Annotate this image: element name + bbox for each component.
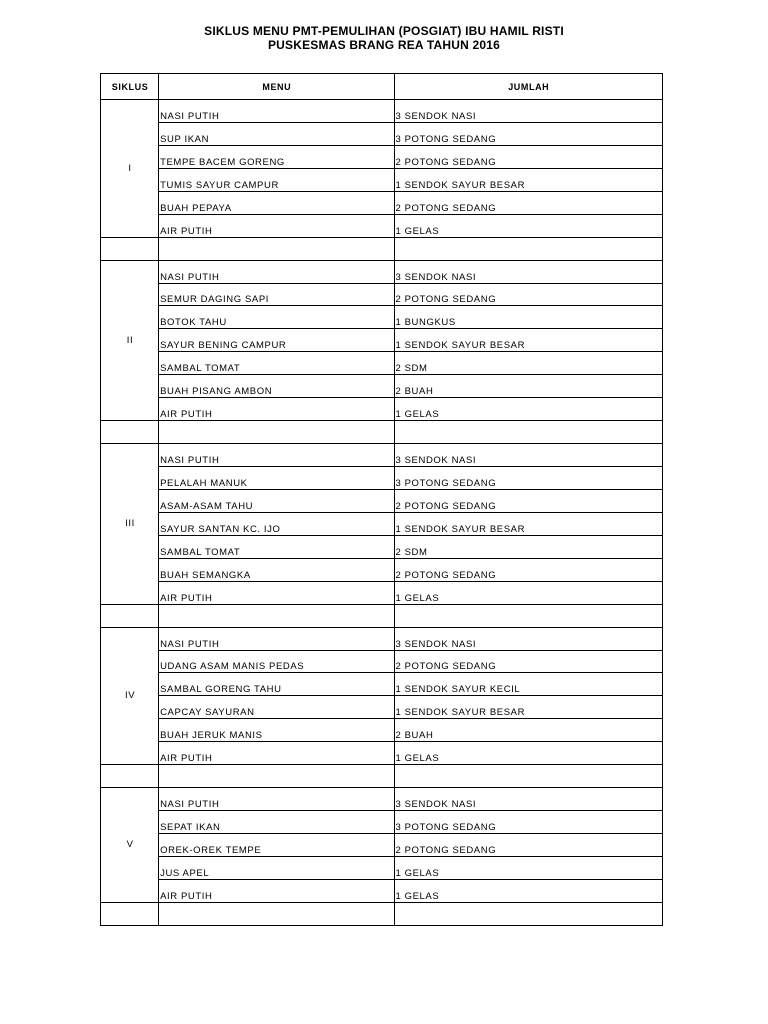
table-row — [101, 834, 663, 857]
table-header-row — [101, 74, 663, 100]
table-body — [101, 100, 663, 926]
table-row — [101, 627, 663, 650]
table-row — [101, 673, 663, 696]
jumlah-cell: 2 BUAH — [394, 719, 663, 742]
jumlah-cell: 1 SENDOK SAYUR BESAR — [394, 168, 663, 191]
table-row — [101, 306, 663, 329]
jumlah-cell: 3 POTONG SEDANG — [394, 467, 663, 490]
separator-row — [101, 421, 663, 444]
menu-cell: SAYUR BENING CAMPUR — [159, 329, 394, 352]
jumlah-cell: 2 POTONG SEDANG — [394, 145, 663, 168]
table-row — [101, 696, 663, 719]
jumlah-cell: 1 GELAS — [394, 398, 663, 421]
table-row — [101, 444, 663, 467]
jumlah-cell: 3 SENDOK NASI — [394, 788, 663, 811]
empty-cell — [394, 237, 663, 260]
menu-cell: AIR PUTIH — [159, 742, 394, 765]
jumlah-cell: 1 SENDOK SAYUR KECIL — [394, 673, 663, 696]
table-row — [101, 489, 663, 512]
separator-row — [101, 237, 663, 260]
jumlah-cell: 3 POTONG SEDANG — [394, 122, 663, 145]
table-row — [101, 168, 663, 191]
document-subtitle: PUSKESMAS BRANG REA TAHUN 2016 — [267, 38, 501, 52]
jumlah-cell: 3 SENDOK NASI — [394, 627, 663, 650]
table-row — [101, 260, 663, 283]
table-row — [101, 145, 663, 168]
empty-cell — [159, 604, 394, 627]
jumlah-cell: 1 SENDOK SAYUR BESAR — [394, 329, 663, 352]
separator-row — [101, 604, 663, 627]
empty-cell — [101, 765, 159, 788]
menu-cell: TUMIS SAYUR CAMPUR — [159, 168, 394, 191]
table-row — [101, 512, 663, 535]
table-row — [101, 122, 663, 145]
jumlah-cell: 2 SDM — [394, 352, 663, 375]
jumlah-cell: 1 GELAS — [394, 879, 663, 902]
table-row — [101, 191, 663, 214]
menu-cell: NASI PUTIH — [159, 260, 394, 283]
menu-cell: NASI PUTIH — [159, 627, 394, 650]
jumlah-cell: 1 GELAS — [394, 581, 663, 604]
empty-cell — [394, 765, 663, 788]
jumlah-cell: 3 SENDOK NASI — [394, 100, 663, 123]
menu-cell: AIR PUTIH — [159, 398, 394, 421]
siklus-cell: I — [101, 100, 159, 238]
menu-cell: JUS APEL — [159, 856, 394, 879]
menu-cell: BUAH SEMANGKA — [159, 558, 394, 581]
siklus-cell: IV — [101, 627, 159, 765]
siklus-cell: V — [101, 788, 159, 903]
table-row — [101, 467, 663, 490]
jumlah-cell: 2 POTONG SEDANG — [394, 191, 663, 214]
jumlah-cell: 2 SDM — [394, 535, 663, 558]
table-row — [101, 879, 663, 902]
menu-cell: PELALAH MANUK — [159, 467, 394, 490]
empty-cell — [101, 237, 159, 260]
jumlah-cell: 1 SENDOK SAYUR BESAR — [394, 512, 663, 535]
empty-cell — [101, 421, 159, 444]
table-row — [101, 352, 663, 375]
table-row — [101, 558, 663, 581]
jumlah-cell: 2 POTONG SEDANG — [394, 283, 663, 306]
jumlah-cell: 2 POTONG SEDANG — [394, 558, 663, 581]
table-row — [101, 535, 663, 558]
empty-cell — [159, 765, 394, 788]
jumlah-cell: 2 BUAH — [394, 375, 663, 398]
header-siklus: SIKLUS — [101, 74, 159, 100]
menu-cell: AIR PUTIH — [159, 214, 394, 237]
menu-cell: TEMPE BACEM GORENG — [159, 145, 394, 168]
menu-cell: CAPCAY SAYURAN — [159, 696, 394, 719]
menu-cycle-table — [100, 73, 663, 926]
empty-cell — [394, 604, 663, 627]
menu-cell: NASI PUTIH — [159, 100, 394, 123]
table-row — [101, 742, 663, 765]
table-row — [101, 581, 663, 604]
menu-cell: SAYUR SANTAN KC. IJO — [159, 512, 394, 535]
table-row — [101, 375, 663, 398]
header-jumlah: JUMLAH — [394, 74, 663, 100]
separator-row — [101, 902, 663, 925]
menu-cell: SEMUR DAGING SAPI — [159, 283, 394, 306]
menu-cell: ASAM-ASAM TAHU — [159, 489, 394, 512]
menu-cell: SUP IKAN — [159, 122, 394, 145]
menu-cell: NASI PUTIH — [159, 788, 394, 811]
empty-cell — [159, 421, 394, 444]
table-row — [101, 100, 663, 123]
menu-cell: BUAH PISANG AMBON — [159, 375, 394, 398]
menu-cell: BUAH JERUK MANIS — [159, 719, 394, 742]
empty-cell — [394, 902, 663, 925]
menu-cell: AIR PUTIH — [159, 879, 394, 902]
jumlah-cell: 2 POTONG SEDANG — [394, 834, 663, 857]
menu-cell: SAMBAL TOMAT — [159, 535, 394, 558]
menu-cell: OREK-OREK TEMPE — [159, 834, 394, 857]
table-row — [101, 283, 663, 306]
table-row — [101, 329, 663, 352]
table-row — [101, 650, 663, 673]
table-row — [101, 856, 663, 879]
separator-row — [101, 765, 663, 788]
jumlah-cell: 2 POTONG SEDANG — [394, 489, 663, 512]
siklus-cell: III — [101, 444, 159, 605]
jumlah-cell: 3 POTONG SEDANG — [394, 811, 663, 834]
header-menu: MENU — [159, 74, 394, 100]
empty-cell — [394, 421, 663, 444]
table-row — [101, 398, 663, 421]
menu-cell: BOTOK TAHU — [159, 306, 394, 329]
table-row — [101, 719, 663, 742]
table-row — [101, 214, 663, 237]
jumlah-cell: 2 POTONG SEDANG — [394, 650, 663, 673]
jumlah-cell: 3 SENDOK NASI — [394, 444, 663, 467]
empty-cell — [159, 237, 394, 260]
document-title: SIKLUS MENU PMT-PEMULIHAN (POSGIAT) IBU HAMIL RISTI — [204, 24, 564, 38]
jumlah-cell: 1 GELAS — [394, 742, 663, 765]
menu-cell: BUAH PEPAYA — [159, 191, 394, 214]
table-row — [101, 788, 663, 811]
menu-cell: UDANG ASAM MANIS PEDAS — [159, 650, 394, 673]
jumlah-cell: 1 SENDOK SAYUR BESAR — [394, 696, 663, 719]
menu-cell: SEPAT IKAN — [159, 811, 394, 834]
menu-cell: SAMBAL GORENG TAHU — [159, 673, 394, 696]
empty-cell — [101, 604, 159, 627]
empty-cell — [159, 902, 394, 925]
siklus-cell: II — [101, 260, 159, 421]
menu-cell: NASI PUTIH — [159, 444, 394, 467]
jumlah-cell: 1 BUNGKUS — [394, 306, 663, 329]
menu-cell: AIR PUTIH — [159, 581, 394, 604]
menu-cell: SAMBAL TOMAT — [159, 352, 394, 375]
table-row — [101, 811, 663, 834]
empty-cell — [101, 902, 159, 925]
jumlah-cell: 1 GELAS — [394, 214, 663, 237]
jumlah-cell: 3 SENDOK NASI — [394, 260, 663, 283]
jumlah-cell: 1 GELAS — [394, 856, 663, 879]
